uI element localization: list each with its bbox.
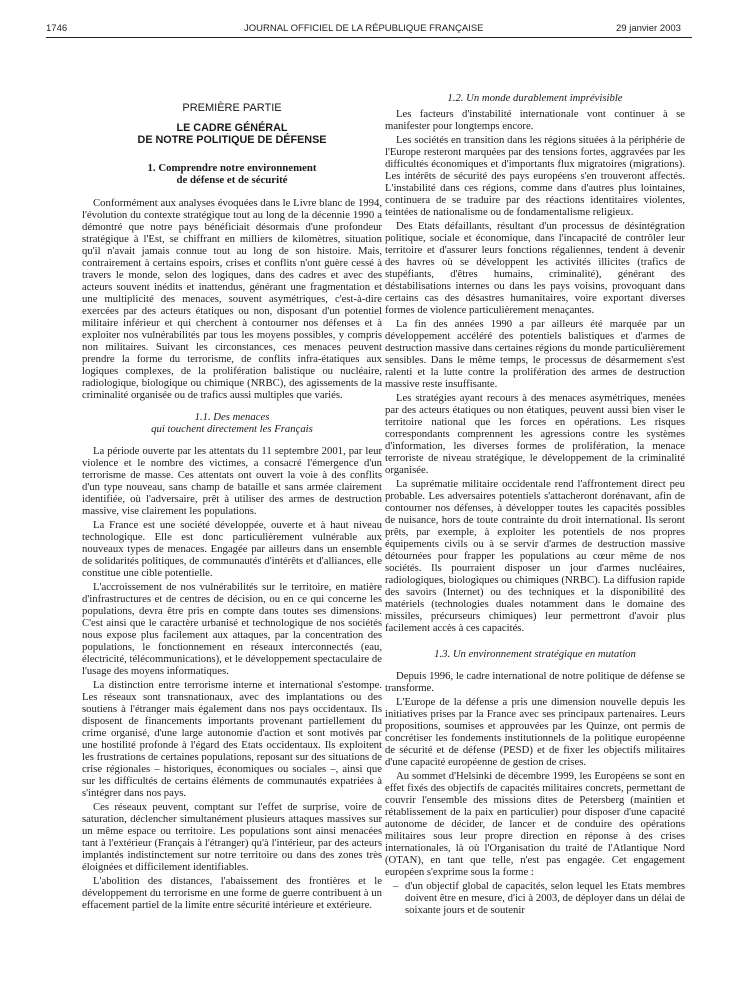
- paragraph: Des Etats défaillants, résultant d'un processus de désintégration politique, sociale et économique, dans l'incapacité de contrôler leur territoire et d'assurer leurs fonctions régaliennes, tendent à devenir des havres où se développent les activités illicites (trafics de stupéfiants, d'êtres humains, criminalité), générant des déstabilisations internes ou dans les pays voisins, provoquant dans certains cas des désastres humanitaires, voire exportant diverses formes de violence particulièrement menaçantes.: [385, 220, 685, 316]
- paragraph: L'abolition des distances, l'abaissement des frontières et le développement du terrorisme en une forme de guerre contribuent à un effacement partiel de la limite entre sécurité intérieure et extérieure.: [82, 875, 382, 911]
- paragraph: Conformément aux analyses évoquées dans le Livre blanc de 1994, l'évolution du contexte stratégique tout au long de la décennie 1990 a démontré que notre pays bénéficiait désormais d'une profondeur stratégique à l'Est, se chiffrant en milliers de kilomètres, situation qu'il n'avait jamais connue tout au long de son histoire. Mais, contrairement à certains espoirs, crises et conflits n'ont guère cessé à travers le monde, selon des logiques, dans des cadres et avec des acteurs souvent inédits et inattendus, générant une fragmentation et une multiplicité des menaces, souvent asymétriques, c'est-à-dire exercées par des acteurs étatiques ou non, disposant d'un potentiel militaire inférieur et qui cherchent à contourner nos défenses et à exploiter nos vulnérabilités par tous les moyens possibles, y compris non militaires. Suivant les circonstances, ces menaces peuvent prendre la forme du terrorisme, de conflits infra-étatiques aux logiques complexes, de la prolifération balistique ou nucléaire, radiologique, biologique ou chimique (NRBC), des agissements de la criminalité organisée ou de trafics aussi multiples que variés.: [82, 197, 382, 401]
- right-column: [385, 92, 685, 916]
- paragraph: La suprématie militaire occidentale rend l'affrontement direct peu probable. Les adversaires potentiels s'attacheront dorénavant, afin de contourner nos défenses, à développer toutes les capacités possibles de nuisance, hors de toute contrainte du droit international. Ils seront prêts, par exemple, à exploiter les potentiels de nos propres équipements civils ou à se servir d'armes de destruction massive détournées pour frapper les populations au cœur même de nos sociétés. Ils pourraient disposer un jour d'armes nucléaires, radiologiques, biologiques ou chimiques (NRBC). La diffusion rapide des savoirs (Internet) ou des techniques et la disponibilité des matériels (technologies duales notamment dans le domaine des missiles, précurseurs chimiques) leur permettront d'avoir plus facilement accès à ces capacités.: [385, 478, 685, 634]
- list-item-text: d'un objectif global de capacités, selon lequel les Etats membres doivent être en mesure, d'ici à 2003, de déployer dans un délai de soixante jours et de soutenir: [405, 880, 685, 916]
- paragraph: Au sommet d'Helsinki de décembre 1999, les Européens se sont en effet fixés des objectifs de capacités militaires concrets, permettant de couvrir l'ensemble des missions dites de Petersberg (maintien et rétablissement de la paix en particulier) pour disposer d'une capacité autonome de décider, de lancer et de conduire des opérations militaires sous leur propre direction en réponse à des crises internationales, là où l'Organisation du traité de l'Atlantique Nord (OTAN), en tant que telle, n'est pas engagée. Cet engagement européen s'exprime sous la forme :: [385, 770, 685, 878]
- paragraph: Depuis 1996, le cadre international de notre politique de défense se transforme.: [385, 670, 685, 694]
- subsection-heading-1-1: [82, 411, 382, 435]
- issue-date: 29 janvier 2003: [616, 23, 681, 34]
- journal-title: JOURNAL OFFICIEL DE LA RÉPUBLIQUE FRANÇAISE: [244, 23, 484, 34]
- section-heading-1-line2: de défense et de sécurité: [176, 174, 288, 186]
- left-column: [82, 92, 382, 913]
- main-title: [82, 122, 382, 146]
- main-title-line2: DE NOTRE POLITIQUE DE DÉFENSE: [137, 134, 327, 146]
- paragraph: L'Europe de la défense a pris une dimension nouvelle depuis les initiatives prises par la France avec ses principaux partenaires. Leurs propositions, soumises et approuvées par les Quinze, ont permis de concrétiser les fondements institutionnels de la politique européenne de sécurité et de défense (PESD) et de fixer les objectifs militaires d'une capacité européenne de gestion de crises.: [385, 696, 685, 768]
- section-heading-1-line1: 1. Comprendre notre environnement: [147, 162, 317, 174]
- paragraph: La fin des années 1990 a par ailleurs été marquée par un développement accéléré des potentiels balistiques et d'armes de destruction massive dans certaines régions du monde particulièrement sensibles. Dans le même temps, le processus de désarmement s'est ralenti et la lutte contre la prolifération des armes de destruction massive reste insuffisante.: [385, 318, 685, 390]
- subsection-heading-1-1-line2: qui touchent directement les Français: [151, 423, 313, 435]
- main-title-line1: LE CADRE GÉNÉRAL: [176, 122, 288, 134]
- page-number: 1746: [46, 23, 68, 34]
- paragraph: Les sociétés en transition dans les régions situées à la périphérie de l'Europe resteront marquées par des tensions fortes, aggravées par les difficultés économiques et d'importants flux migratoires (migrations). Les intérêts de sécurité des pays européens s'en trouveront affectés. L'instabilité dans ces régions, comme dans d'autres plus lointaines, continuera de se traduire par des réactions identitaires violentes, teintées de nationalisme ou de fondamentalisme religieux.: [385, 134, 685, 218]
- paragraph: La distinction entre terrorisme interne et international s'estompe. Les réseaux sont transnationaux, avec des implantations ou des soutiens à l'étranger mais également dans nos pays occidentaux. Ils disposent de financements importants provenant partiellement du crime organisé, d'une large autonomie d'action et sont motivés par une hostilité profonde à l'égard des Etats occidentaux. Ils exploitent les frustrations de certaines populations, reposant sur des situations de crise régionales – historiques, économiques ou sociales –, ainsi que sur les difficultés de certains éléments de communautés expatriées à s'intégrer dans nos pays.: [82, 679, 382, 799]
- paragraph: La France est une société développée, ouverte et à haut niveau technologique. Elle est donc particulièrement vulnérable aux nouveaux types de menaces. Engagée par ailleurs dans un ensemble de solidarités politiques, de communautés d'intérêts et d'alliances, elle constitue une cible potentielle.: [82, 519, 382, 579]
- section-heading-1: [82, 162, 382, 186]
- list-item: [385, 880, 685, 916]
- header-rule: [46, 37, 692, 38]
- paragraph: Ces réseaux peuvent, comptant sur l'effet de surprise, voire de saturation, déclencher simultanément plusieurs attaques massives sur un même espace ou territoire. Les populations sont ainsi menacées tant à l'extérieur (Français à l'étranger) qu'à l'intérieur, par des acteurs implantés indistinctement sur notre territoire ou dans des zones très éloignées et difficilement identifiables.: [82, 801, 382, 873]
- subsection-heading-1-3: 1.3. Un environnement stratégique en mutation: [434, 648, 636, 660]
- part-heading: PREMIÈRE PARTIE: [182, 102, 282, 114]
- paragraph: Les stratégies ayant recours à des menaces asymétriques, menées par des acteurs étatiques ou non étatiques, peuvent aussi bien viser le territoire national que les forces en opérations. Les risques correspondants comprennent les agressions contre les systèmes d'information, les diverses formes de prolifération, la menace terroriste de niveau stratégique, le développement de la criminalité organisée.: [385, 392, 685, 476]
- subsection-heading-1-1-line1: 1.1. Des menaces: [194, 411, 270, 423]
- page-header: [0, 20, 748, 40]
- paragraph: L'accroissement de nos vulnérabilités sur le territoire, en matière d'infrastructures et de centres de décision, ou en ce qui concerne les populations, devra être pris en compte dans toutes ses dimensions. C'est ainsi que le caractère urbanisé et technologique de nos sociétés nous expose plus facilement aux attaques, par la concentration des populations, le fonctionnement en réseaux interconnectés (eau, électricité, télécommunications), et le développement spectaculaire de l'usage des moyens informatiques.: [82, 581, 382, 677]
- subsection-heading-1-2: 1.2. Un monde durablement imprévisible: [447, 92, 623, 104]
- list-dash: –: [393, 880, 399, 892]
- paragraph: Les facteurs d'instabilité internationale vont continuer à se manifester pour longtemps encore.: [385, 108, 685, 132]
- paragraph: La période ouverte par les attentats du 11 septembre 2001, par leur violence et le nombre des victimes, a consacré l'émergence d'un terrorisme de masse. Ces attentats ont ouvert la voie à des conflits d'un type nouveau, sans champ de bataille et sans armée clairement identifiée, où l'adversaire, prêt à utiliser des armes de destruction massive, vise clairement les populations.: [82, 445, 382, 517]
